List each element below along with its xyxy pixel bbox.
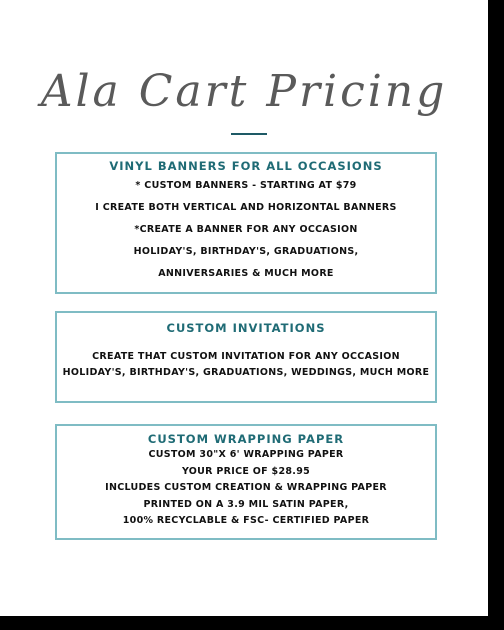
section-line: 100% RECYCLABLE & FSC- CERTIFIED PAPER <box>122 515 370 526</box>
section-line: HOLIDAY'S, BIRTHDAY'S, GRADUATIONS, <box>133 246 359 257</box>
section-heading: VINYL BANNERS FOR ALL OCCASIONS <box>109 159 383 173</box>
section-line: * CUSTOM BANNERS - STARTING AT $79 <box>135 180 357 191</box>
custom-wrapping-paper-section <box>55 424 437 540</box>
section-line: CUSTOM 30"X 6' WRAPPING PAPER <box>148 449 344 460</box>
section-heading: CUSTOM WRAPPING PAPER <box>147 432 345 446</box>
vinyl-banners-section <box>55 152 437 294</box>
section-line: HOLIDAY'S, BIRTHDAY'S, GRADUATIONS, WEDDINGS, MUCH MORE <box>62 367 430 378</box>
section-line: ANNIVERSARIES & MUCH MORE <box>158 268 334 279</box>
section-line: PRINTED ON A 3.9 MIL SATIN PAPER, <box>143 498 349 510</box>
section-heading: CUSTOM INVITATIONS <box>166 321 326 335</box>
page-title: Ala Cart Pricing <box>40 66 448 117</box>
section-line: I CREATE BOTH VERTICAL AND HORIZONTAL BANNERS <box>95 202 397 213</box>
section-line: *CREATE A BANNER FOR ANY OCCASION <box>134 224 358 235</box>
title-underline <box>231 133 267 135</box>
section-line: YOUR PRICE OF $28.95 <box>181 465 311 477</box>
custom-invitations-section <box>55 311 437 403</box>
section-line: CREATE THAT CUSTOM INVITATION FOR ANY OCCASION <box>92 351 400 362</box>
section-line: INCLUDES CUSTOM CREATION & WRAPPING PAPER <box>105 482 387 493</box>
